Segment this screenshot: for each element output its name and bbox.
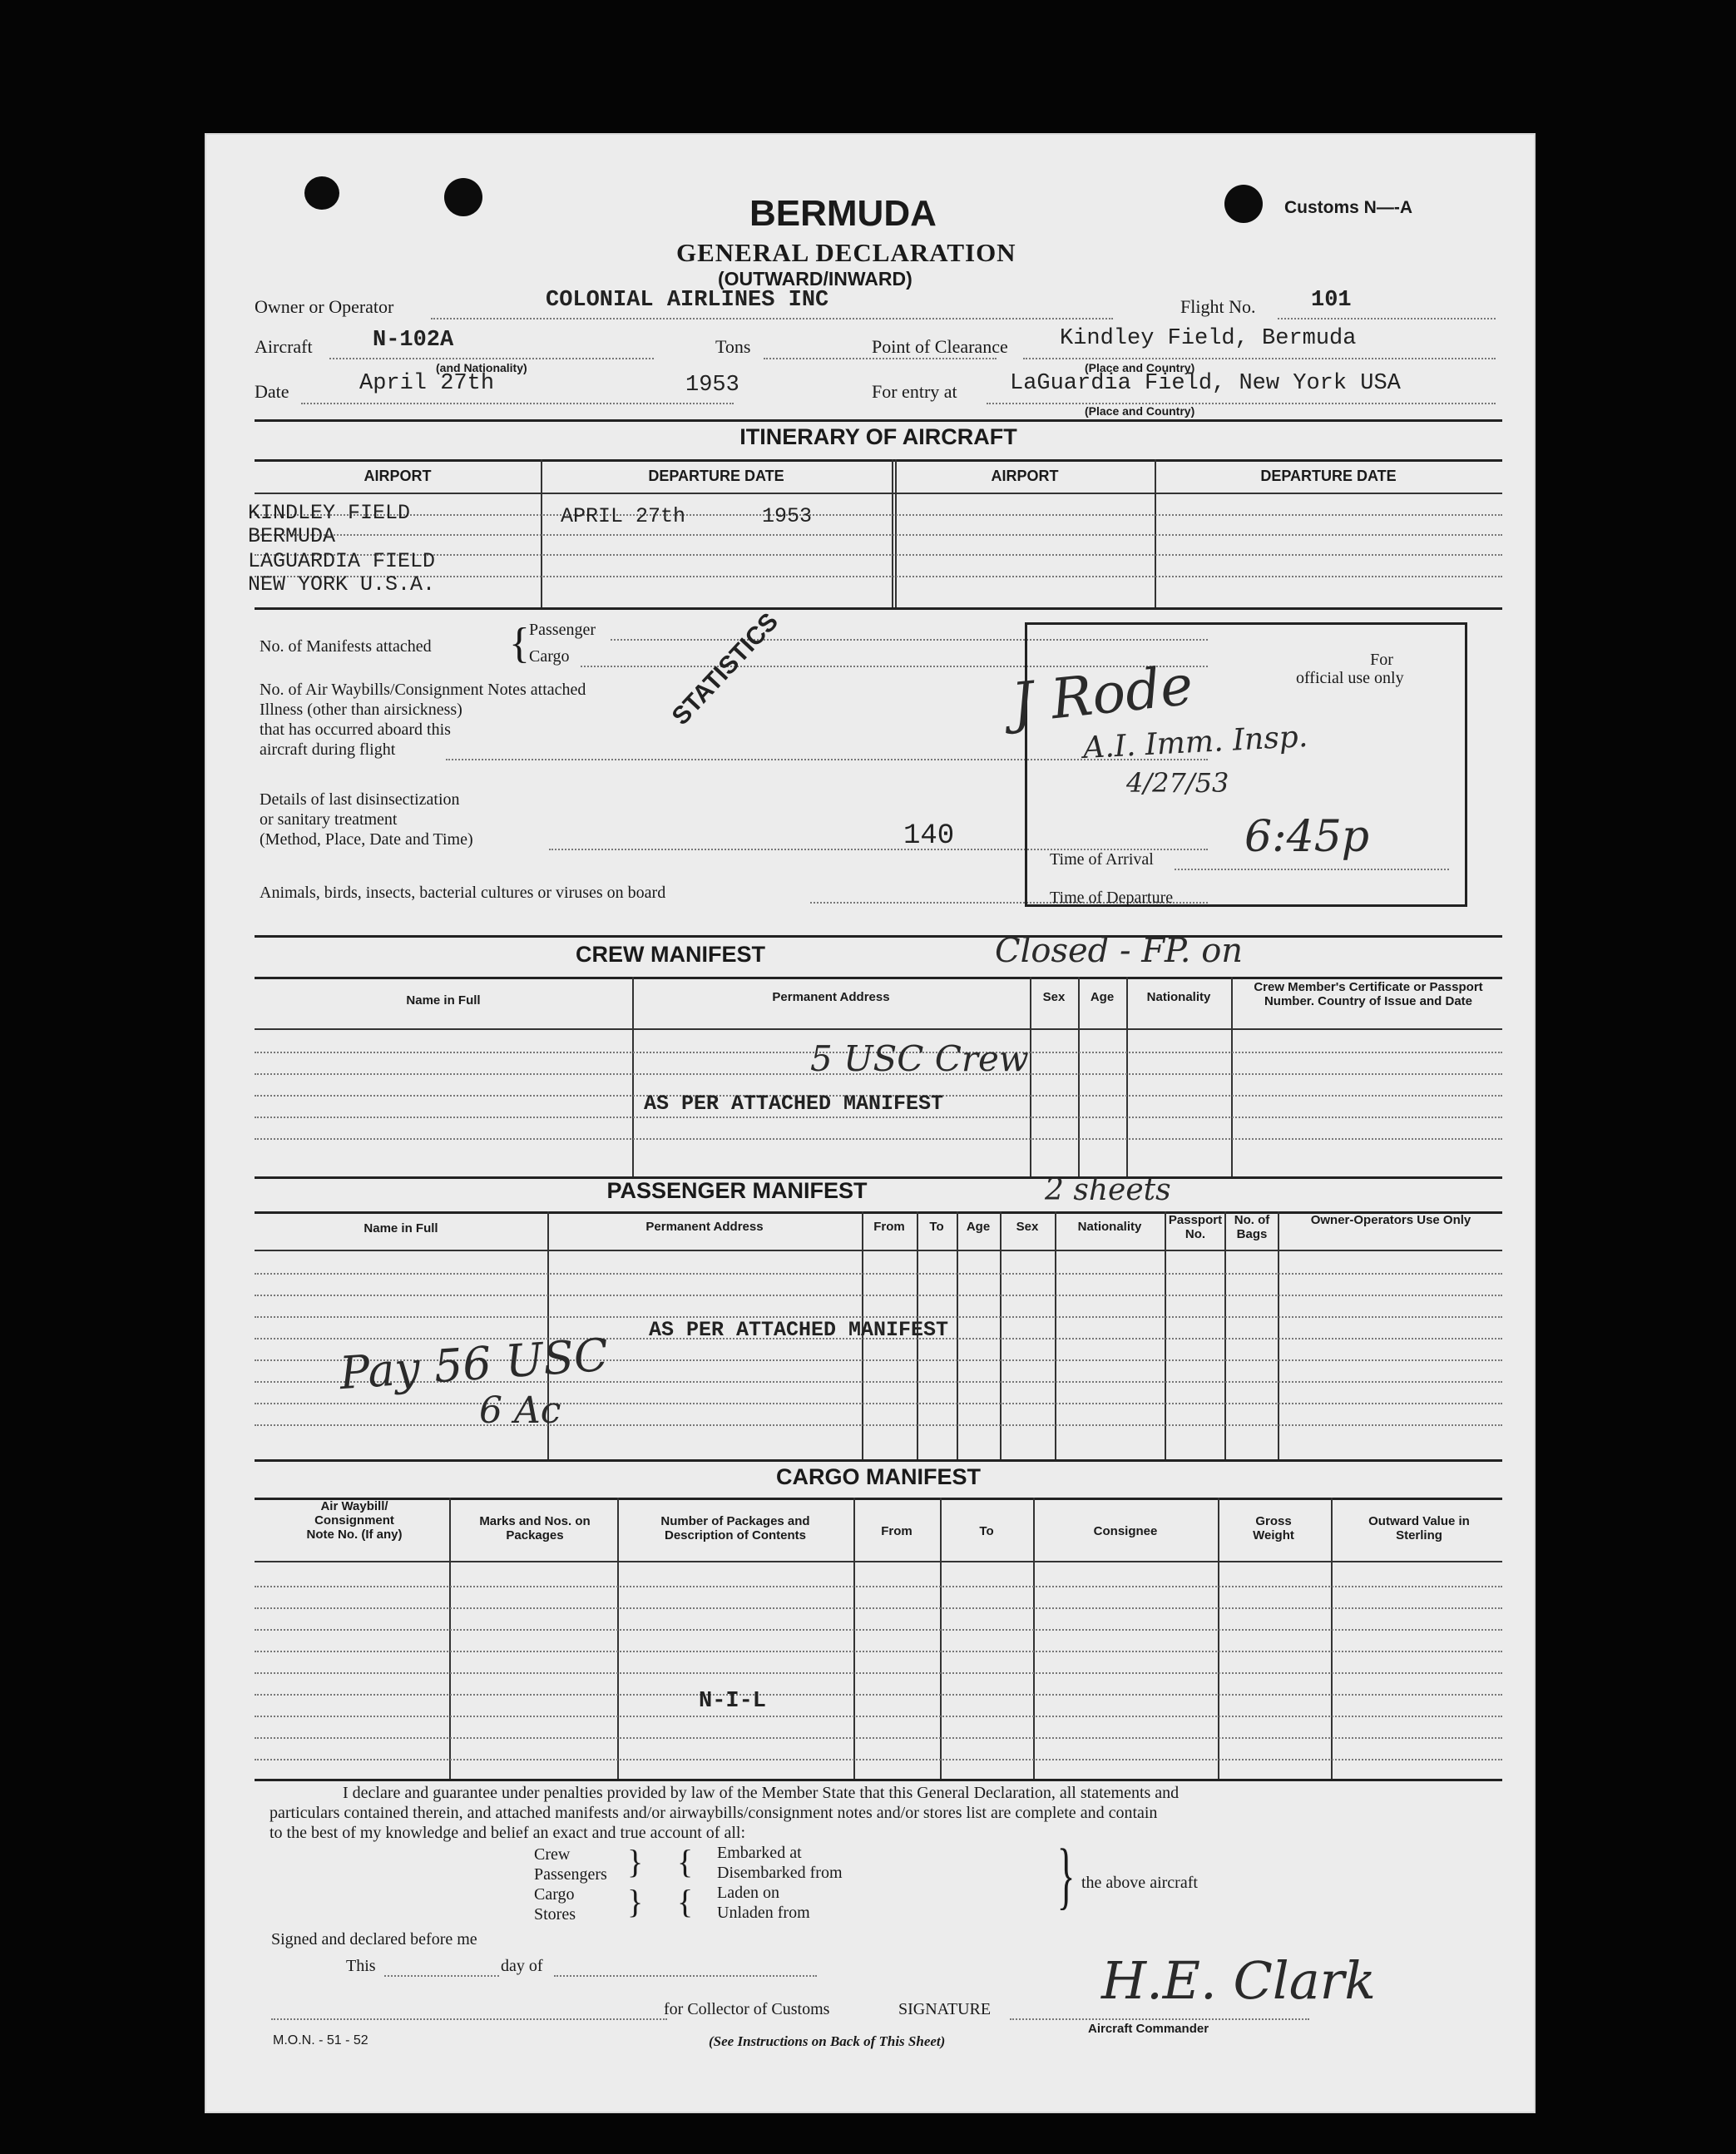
crew-handwritten-entry: 5 USC Crew	[810, 1038, 1029, 1079]
cargo-typed-entry: N-I-L	[699, 1689, 767, 1714]
declaration-line-2: particulars contained therein, and attached manifests and/or airwaybills/consignment notes and/or stores list are complete and contain	[270, 1804, 1158, 1822]
manifests-label: No. of Manifests attached	[260, 637, 432, 656]
official-use-label-2: official use only	[1296, 669, 1404, 687]
declaration-brace-2: }	[627, 1883, 644, 1920]
disinsect-label-3: (Method, Place, Date and Time)	[260, 830, 473, 849]
passenger-hand-line-1: Pay 56 USC	[338, 1328, 611, 1400]
departure-label: Time of Departure	[1050, 889, 1174, 907]
flight-label: Flight No.	[1180, 296, 1256, 317]
aircraft-line	[329, 358, 654, 359]
tons-label: Tons	[715, 336, 751, 357]
cargo-row-rule-6	[255, 1694, 1502, 1696]
crew-row-rule-4	[255, 1117, 1502, 1118]
footer-note: (See Instructions on Back of This Sheet)	[709, 2033, 946, 2049]
passenger-typed-entry: AS PER ATTACHED MANIFEST	[649, 1318, 949, 1342]
entry-value: LaGuardia Field, New York USA	[1010, 371, 1401, 396]
cargo-col-consignee: Consignee	[1093, 1524, 1158, 1538]
crew-divider-2	[1030, 977, 1031, 1176]
itinerary-row-rule-2	[255, 534, 1502, 536]
passenger-row-rule-2	[255, 1295, 1502, 1296]
signature-line	[1010, 2018, 1309, 2020]
itinerary-row-rule-4	[255, 576, 1502, 577]
crew-col-nationality: Nationality	[1146, 990, 1211, 1004]
passenger-col-to: To	[929, 1220, 944, 1234]
passenger-handwritten-note: 2 sheets	[1045, 1173, 1171, 1207]
manifests-cargo-label: Cargo	[529, 647, 570, 666]
disinsect-value: 140	[903, 820, 955, 852]
official-use-label-1: For	[1370, 651, 1393, 669]
itinerary-row-rule-3	[255, 554, 1502, 556]
declaration-cargo: Cargo	[534, 1885, 575, 1904]
footer-code: M.O.N. - 51 - 52	[273, 2033, 368, 2048]
declaration-laden: Laden on	[717, 1884, 779, 1902]
owner-label: Owner or Operator	[255, 296, 394, 317]
passenger-col-from: From	[873, 1220, 905, 1234]
cargo-title: CARGO MANIFEST	[776, 1464, 981, 1489]
this-line	[384, 1975, 499, 1977]
animals-label: Animals, birds, insects, bacterial cultures or viruses on board	[260, 884, 666, 902]
inspector-title: A.I. Imm. Insp.	[1082, 719, 1309, 766]
customs-ref: Customs N—-A	[1284, 198, 1413, 217]
entry-label: For entry at	[872, 381, 957, 402]
crew-divider-1	[632, 977, 634, 1176]
disinsect-label-2: or sanitary treatment	[260, 810, 398, 829]
declaration-disembarked: Disembarked from	[717, 1864, 843, 1882]
cargo-header-rule	[255, 1561, 1502, 1562]
crew-handwritten-note: Closed - FP. on	[995, 932, 1244, 970]
itinerary-col-airport-2: AIRPORT	[991, 468, 1059, 484]
manifests-passenger-label: Passenger	[529, 621, 596, 639]
owner-value: COLONIAL AIRLINES INC	[546, 288, 829, 313]
declaration-unladen: Unladen from	[717, 1904, 810, 1922]
illness-label-3: aircraft during flight	[260, 740, 396, 759]
passenger-bottom-border	[255, 1459, 1502, 1462]
date-value: April 27th	[359, 371, 495, 396]
flight-line	[1278, 318, 1496, 319]
crew-divider-5	[1231, 977, 1233, 1176]
passenger-col-name: Name in Full	[364, 1221, 438, 1235]
passenger-divider-8	[1224, 1211, 1226, 1459]
declaration-brace-4: {	[677, 1883, 694, 1920]
crew-col-name: Name in Full	[406, 993, 481, 1008]
itinerary-col-departure-2: DEPARTURE DATE	[1260, 468, 1397, 484]
cargo-row-rule-4	[255, 1651, 1502, 1652]
inspector-date: 4/27/53	[1126, 767, 1229, 799]
arrival-label: Time of Arrival	[1050, 850, 1154, 869]
signed-label: Signed and declared before me	[271, 1930, 477, 1949]
aircraft-label: Aircraft	[255, 336, 313, 357]
itinerary-row-3: LAGUARDIA FIELD	[248, 549, 436, 573]
passenger-title: PASSENGER MANIFEST	[606, 1178, 868, 1203]
year-value: 1953	[685, 373, 739, 398]
aircraft-value: N-102A	[373, 328, 454, 353]
passenger-col-passport: Passport No.	[1168, 1213, 1223, 1241]
signature-label: SIGNATURE	[898, 2000, 992, 2018]
declaration-crew: Crew	[534, 1845, 571, 1864]
cargo-col-value: Outward Value in Sterling	[1368, 1514, 1470, 1542]
declaration-brace-1: }	[627, 1843, 644, 1880]
itinerary-col-departure: DEPARTURE DATE	[648, 468, 784, 484]
itinerary-top-border	[255, 419, 1502, 422]
passenger-col-age: Age	[966, 1220, 991, 1234]
clearance-label: Point of Clearance	[872, 336, 1008, 357]
cargo-col-packages: Number of Packages and Description of Contents	[660, 1514, 810, 1542]
disinsect-label-1: Details of last disinsectization	[260, 790, 460, 809]
crew-divider-3	[1078, 977, 1080, 1176]
cargo-row-rule-9	[255, 1759, 1502, 1760]
tons-line	[764, 358, 997, 359]
declaration-embarked: Embarked at	[717, 1844, 802, 1862]
passenger-row-rule-7	[255, 1403, 1502, 1404]
day-label: day of	[501, 1957, 543, 1975]
cargo-row-rule-5	[255, 1672, 1502, 1674]
cargo-row-rule-8	[255, 1737, 1502, 1739]
inspector-signature: J Rode	[1008, 652, 1196, 736]
illness-label-1: Illness (other than airsickness)	[260, 701, 462, 719]
form-subtitle: GENERAL DECLARATION	[676, 238, 1016, 267]
declaration-above-aircraft: the above aircraft	[1081, 1874, 1198, 1892]
passenger-row-rule-1	[255, 1273, 1502, 1275]
place-country-note-2: (Place and Country)	[1085, 404, 1195, 418]
cargo-title-border	[255, 1498, 1502, 1500]
cargo-col-weight: Gross Weight	[1253, 1514, 1294, 1542]
cargo-row-rule-2	[255, 1607, 1502, 1609]
cargo-col-waybill: Air Waybill/ Consignment Note No. (If any)	[306, 1499, 403, 1542]
passenger-divider-6	[1055, 1211, 1056, 1459]
itinerary-title: ITINERARY OF AIRCRAFT	[739, 424, 1017, 449]
place-country-note: (Place and Country)	[1085, 361, 1195, 374]
declaration-form	[205, 133, 1536, 2113]
cargo-col-marks: Marks and Nos. on Packages	[479, 1514, 591, 1542]
passenger-col-bags: No. of Bags	[1234, 1213, 1270, 1241]
nationality-note: (and Nationality)	[436, 361, 527, 374]
crew-header-rule	[255, 1028, 1502, 1030]
cargo-col-from: From	[881, 1524, 913, 1538]
illness-label-2: that has occurred aboard this	[260, 720, 451, 739]
cargo-row-rule-7	[255, 1716, 1502, 1717]
date-label: Date	[255, 381, 289, 402]
passenger-col-nationality: Nationality	[1077, 1220, 1142, 1234]
this-label: This	[346, 1957, 376, 1975]
date-line	[301, 403, 734, 404]
arrival-value: 6:45p	[1244, 812, 1370, 862]
crew-top-border	[255, 935, 1502, 938]
passenger-divider-4	[957, 1211, 958, 1459]
itinerary-header-rule	[255, 493, 1502, 494]
passenger-divider-9	[1278, 1211, 1279, 1459]
passenger-hand-line-2: 6 Ac	[479, 1389, 561, 1432]
manifests-brace: {	[509, 620, 530, 667]
crew-typed-entry: AS PER ATTACHED MANIFEST	[644, 1092, 944, 1116]
itinerary-bottom-border	[255, 607, 1502, 610]
form-direction: (OUTWARD/INWARD)	[718, 268, 913, 290]
crew-col-certificate: Crew Member's Certificate or Passport Number. Country of Issue and Date	[1254, 980, 1483, 1008]
statistics-stamp: STATISTICS	[666, 607, 784, 730]
passenger-col-address: Permanent Address	[645, 1220, 764, 1234]
declaration-brace-5: }	[1056, 1835, 1076, 1917]
collector-label: for Collector of Customs	[664, 2000, 830, 2018]
declaration-passengers: Passengers	[534, 1865, 607, 1884]
cargo-row-rule-1	[255, 1586, 1502, 1587]
declaration-brace-3: {	[677, 1843, 694, 1880]
passenger-divider-5	[1000, 1211, 1002, 1459]
itinerary-departure-year: 1953	[762, 504, 813, 528]
punch-hole-right	[1224, 185, 1263, 223]
owner-line	[431, 318, 1113, 319]
entry-line	[987, 403, 1496, 404]
itinerary-row-2: BERMUDA	[248, 524, 336, 548]
arrival-line	[1175, 869, 1449, 870]
cargo-col-to: To	[979, 1524, 994, 1538]
crew-divider-4	[1126, 977, 1128, 1176]
commander-label: Aircraft Commander	[1088, 2022, 1209, 2036]
passenger-row-rule-8	[255, 1424, 1502, 1426]
itinerary-divider-2	[892, 459, 893, 607]
clearance-value: Kindley Field, Bermuda	[1060, 326, 1357, 351]
crew-title-border	[255, 977, 1502, 979]
crew-title: CREW MANIFEST	[576, 942, 765, 967]
itinerary-row-1: KINDLEY FIELD	[248, 501, 411, 525]
cargo-row-rule-3	[255, 1629, 1502, 1631]
cargo-bottom-border	[255, 1779, 1502, 1781]
commander-signature: H.E. Clark	[1101, 1950, 1376, 2011]
crew-col-address: Permanent Address	[772, 990, 890, 1004]
crew-col-sex: Sex	[1042, 990, 1066, 1004]
itinerary-departure-value: APRIL 27th	[561, 504, 686, 528]
collector-line	[271, 2018, 667, 2020]
crew-col-age: Age	[1090, 990, 1115, 1004]
form-title: BERMUDA	[749, 193, 937, 234]
passenger-col-owner: Owner-Operators Use Only	[1310, 1213, 1471, 1227]
day-line	[554, 1975, 817, 1977]
punch-hole-center	[444, 178, 482, 216]
itinerary-col-airport: AIRPORT	[364, 468, 432, 484]
punch-hole-left	[304, 176, 339, 210]
flight-value: 101	[1311, 288, 1352, 313]
declaration-line-1: I declare and guarantee under penalties provided by law of the Member State that this General Declaration, all statements and	[343, 1784, 1180, 1802]
passenger-divider-7	[1165, 1211, 1166, 1459]
passenger-header-rule	[255, 1250, 1502, 1251]
declaration-line-3: to the best of my knowledge and belief an exact and true account of all:	[270, 1824, 746, 1842]
itinerary-title-border	[255, 459, 1502, 462]
declaration-stores: Stores	[534, 1905, 576, 1924]
clearance-line	[1023, 358, 1496, 359]
passenger-col-sex: Sex	[1016, 1220, 1039, 1234]
itinerary-row-4: NEW YORK U.S.A.	[248, 572, 436, 597]
waybills-label: No. of Air Waybills/Consignment Notes attached	[260, 681, 586, 699]
crew-row-rule-5	[255, 1138, 1502, 1140]
itinerary-row-rule-1	[255, 514, 1502, 516]
